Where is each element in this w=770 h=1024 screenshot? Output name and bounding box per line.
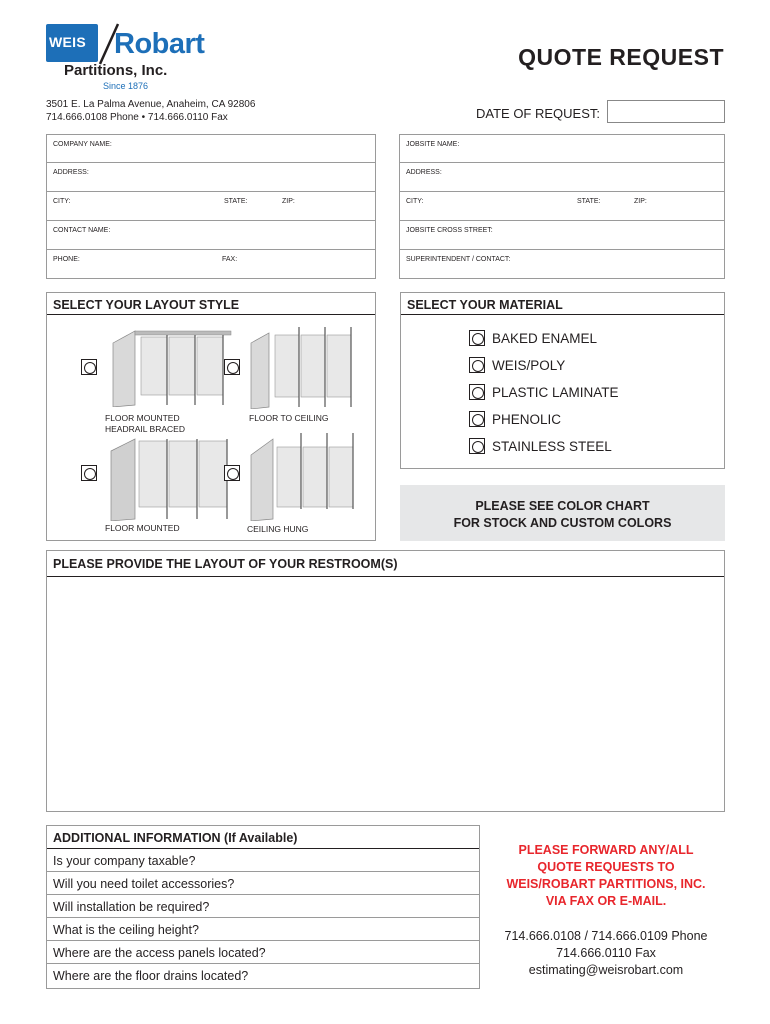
company-zip-label: ZIP: — [282, 198, 295, 205]
layout-caption-1-line1: FLOOR MOUNTED — [105, 413, 180, 423]
jobsite-cross-street-label: JOBSITE CROSS STREET: — [406, 227, 493, 234]
restroom-layout-section — [46, 550, 725, 812]
contact-email[interactable]: estimating@weisrobart.com — [528, 963, 684, 977]
material-plastic-laminate: PLASTIC LAMINATE — [492, 385, 619, 400]
contact-name-label: CONTACT NAME: — [53, 227, 111, 234]
jobsite-city-label: CITY: — [406, 198, 424, 205]
material-heading: SELECT YOUR MATERIAL — [401, 293, 724, 315]
jobsite-name-field[interactable] — [399, 134, 725, 163]
contact-name-field[interactable] — [46, 221, 376, 250]
material-baked-enamel: BAKED ENAMEL — [492, 331, 598, 346]
forward-line1: PLEASE FORWARD ANY/ALL — [518, 843, 694, 857]
jobsite-info-block — [399, 134, 725, 279]
jobsite-state-label: STATE: — [577, 198, 601, 205]
ceiling-hung-illustration — [245, 433, 363, 521]
color-note-line1: PLEASE SEE COLOR CHART — [475, 499, 650, 513]
material-radio-plastic-laminate[interactable] — [469, 384, 485, 400]
floor-mounted-illustration — [105, 433, 235, 521]
question-floor-drains[interactable]: Where are the floor drains located? — [53, 969, 249, 983]
date-of-request-field[interactable] — [607, 100, 725, 123]
jobsite-address-label: ADDRESS: — [406, 169, 442, 176]
layout-caption-4-line1: CEILING HUNG — [247, 524, 309, 534]
material-weis-poly: WEIS/POLY — [492, 358, 566, 373]
color-note-line2: FOR STOCK AND CUSTOM COLORS — [453, 516, 672, 530]
floor-mounted-headrail-illustration — [105, 325, 235, 407]
superintendent-field[interactable] — [399, 250, 725, 279]
company-phone-label: PHONE: — [53, 256, 80, 263]
logo-weis-block — [46, 24, 98, 62]
material-radio-baked-enamel[interactable] — [469, 330, 485, 346]
restroom-layout-heading: PLEASE PROVIDE THE LAYOUT OF YOUR RESTROOM(S) — [47, 551, 724, 577]
forward-line3: WEIS/ROBART PARTITIONS, INC. — [506, 877, 706, 891]
layout-style-heading: SELECT YOUR LAYOUT STYLE — [47, 293, 375, 315]
color-chart-note — [400, 485, 725, 541]
logo-since-text: Since 1876 — [103, 81, 149, 91]
layout-caption-1 — [105, 413, 185, 435]
company-phone-fax: 714.666.0108 Phone • 714.666.0110 Fax — [46, 112, 228, 123]
superintendent-label: SUPERINTENDENT / CONTACT: — [406, 256, 511, 263]
layout-caption-3 — [105, 523, 180, 534]
company-city-label: CITY: — [53, 198, 71, 205]
material-section — [400, 292, 725, 469]
forward-line4: VIA FAX OR E-MAIL. — [545, 894, 667, 908]
layout-caption-2 — [249, 413, 329, 424]
company-address: 3501 E. La Palma Avenue, Anaheim, CA 92806 — [46, 99, 256, 110]
material-radio-stainless-steel[interactable] — [469, 438, 485, 454]
company-fax-label: FAX: — [222, 256, 238, 263]
restroom-layout-drawing-area[interactable] — [47, 578, 724, 811]
company-name-label: COMPANY NAME: — [53, 141, 112, 148]
floor-to-ceiling-illustration — [245, 327, 360, 409]
jobsite-cross-street-field[interactable] — [399, 221, 725, 250]
layout-radio-ceiling-hung[interactable] — [224, 465, 240, 481]
question-ceiling-height[interactable]: What is the ceiling height? — [47, 918, 479, 941]
page-title: QUOTE REQUEST — [518, 44, 724, 70]
logo-robart-text: Robart — [114, 28, 205, 60]
company-info-block — [46, 134, 376, 279]
forward-instructions — [488, 842, 724, 910]
layout-radio-floor-to-ceiling[interactable] — [224, 359, 240, 375]
contact-phones: 714.666.0108 / 714.666.0109 Phone — [504, 929, 708, 943]
question-access-panels[interactable]: Where are the access panels located? — [47, 941, 479, 964]
logo-weis-text: WEIS — [49, 34, 86, 50]
additional-info-section — [46, 825, 480, 989]
question-toilet-accessories[interactable]: Will you need toilet accessories? — [47, 872, 479, 895]
forward-line2: QUOTE REQUESTS TO — [537, 860, 675, 874]
layout-style-section — [46, 292, 376, 541]
jobsite-name-label: JOBSITE NAME: — [406, 141, 460, 148]
jobsite-address-field[interactable] — [399, 163, 725, 192]
jobsite-zip-label: ZIP: — [634, 198, 647, 205]
additional-info-heading: ADDITIONAL INFORMATION (If Available) — [47, 826, 479, 849]
company-state-label: STATE: — [224, 198, 248, 205]
contact-info — [488, 928, 724, 979]
company-address-label: ADDRESS: — [53, 169, 89, 176]
company-address-field[interactable] — [46, 163, 376, 192]
layout-caption-2-line1: FLOOR TO CEILING — [249, 413, 329, 423]
layout-caption-4 — [247, 524, 308, 535]
contact-fax: 714.666.0110 Fax — [556, 946, 656, 960]
question-taxable[interactable]: Is your company taxable? — [47, 849, 479, 872]
jobsite-city-row[interactable] — [399, 192, 725, 221]
company-phone-row[interactable] — [46, 250, 376, 279]
company-name-field[interactable] — [46, 134, 376, 163]
material-stainless-steel: STAINLESS STEEL — [492, 439, 612, 454]
material-radio-weis-poly[interactable] — [469, 357, 485, 373]
date-label: DATE OF REQUEST: — [476, 106, 600, 121]
layout-caption-3-line1: FLOOR MOUNTED — [105, 523, 180, 533]
layout-caption-1-line2: HEADRAIL BRACED — [105, 424, 185, 434]
material-phenolic: PHENOLIC — [492, 412, 562, 427]
layout-radio-floor-mounted[interactable] — [81, 465, 97, 481]
layout-radio-floor-mounted-headrail[interactable] — [81, 359, 97, 375]
question-installation[interactable]: Will installation be required? — [47, 895, 479, 918]
company-city-row[interactable] — [46, 192, 376, 221]
logo-partitions-text: Partitions, Inc. — [64, 62, 168, 79]
material-radio-phenolic[interactable] — [469, 411, 485, 427]
